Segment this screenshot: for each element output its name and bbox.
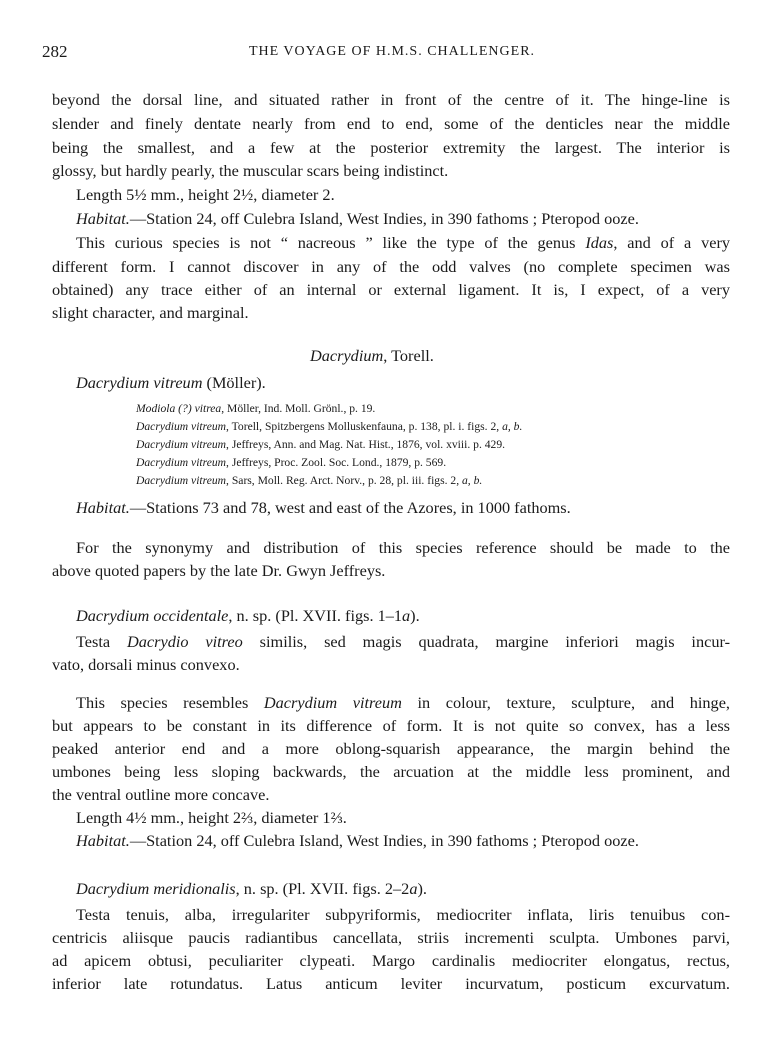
species-plate-ref: , n. sp. (Pl. XVII. figs. 1–1 [228,606,403,625]
synonym-line [136,419,522,435]
habitat-label: Habitat. [76,831,130,850]
genus-heading [310,345,434,367]
species-heading [76,605,420,627]
text-span: Testa [76,632,128,651]
text-line: For the synonymy and distribution of this species reference should be made to the [76,538,730,557]
latin-diagnosis-line [76,631,730,653]
habitat-line [76,208,639,230]
text-line: but appears to be constant in its difference of form. It is not quite so convex, has a less [52,716,730,735]
page-header [42,42,742,68]
genus-heading-name: Dacrydium [310,346,384,365]
text-span: in colour, texture, sculpture, and hinge, [401,693,730,712]
text-span: , and of a very [613,233,731,252]
synonym-fig: a, b. [502,420,523,433]
species-name: Dacrydium meridionalis [76,879,236,898]
synonym-name: Modiola (?) vitrea [136,402,222,415]
habitat-label: Habitat. [76,498,130,517]
species-heading [76,372,266,394]
running-title: THE VOYAGE OF H.M.S. CHALLENGER. [248,44,536,59]
synonym-ref: , Jeffreys, Proc. Zool. Soc. Lond., 1879, p. 569. [226,456,447,469]
habitat-line [76,830,639,852]
text-line: beyond the dorsal line, and situated rather in front of the centre of it. The hinge-line is [52,90,730,109]
synonym-ref: , Torell, Spitzbergens Molluskenfauna, p. 138, pl. i. figs. 2, [226,420,503,433]
text-line: slight character, and marginal. [52,303,249,322]
synonym-line [136,437,505,453]
species-name: Dacrydium occidentale [76,606,229,625]
page-number: 282 [42,42,68,61]
synonym-name: Dacrydium vitreum [136,456,227,469]
genus-heading-author: , Torell. [383,346,434,365]
text-span: This curious species is not “ nacreous ” like the type of the genus [76,233,586,252]
species-plate-ref: , n. sp. (Pl. XVII. figs. 2–2 [235,879,410,898]
text-line: obtained) any trace either of an internal or external ligament. It is, I expect, of a very [52,280,730,299]
habitat-text: —Stations 73 and 78, west and east of the Azores, in 1000 fathoms. [129,498,571,517]
genus-name: Idas [585,233,614,252]
species-author: (Möller). [202,373,266,392]
latin-diagnosis-line: inferior late rotundatus. Latus anticum leviter incurvatum, posticum excurvatum. [52,974,730,993]
synonym-name: Dacrydium vitreum [136,420,227,433]
habitat-line [76,497,571,519]
species-heading [76,878,427,900]
habitat-text: —Station 24, off Culebra Island, West Indies, in 390 fathoms ; Pteropod ooze. [129,831,639,850]
fig-letter: a [402,606,411,625]
habitat-label: Habitat. [76,209,130,228]
text-line: slender and finely dentate nearly from end to end, some of the denticles near the middle [52,114,730,133]
dimensions-line: Length 4½ mm., height 2⅔, diameter 1⅔. [76,808,347,827]
species-ref: Dacrydio vitreo [127,632,243,651]
synonym-name: Dacrydium vitreum [136,438,227,451]
text-line: umbones being less sloping backwards, the arcuation at the middle less prominent, and [52,762,730,781]
text-line: glossy, but hardly pearly, the muscular scars being indistinct. [52,161,449,180]
synonym-line [136,455,446,471]
species-ref: Dacrydium vitreum [263,693,402,712]
latin-diagnosis-line: ad apicem obtusi, peculiariter clypeati. Margo cardinalis mediocriter elongatus, rectus, [52,951,730,970]
text-line: above quoted papers by the late Dr. Gwyn Jeffreys. [52,561,386,580]
species-name: Dacrydium vitreum [76,373,203,392]
text-span: This species resembles [76,693,264,712]
synonym-fig: a, b. [462,474,483,487]
latin-diagnosis-line: Testa tenuis, alba, irregulariter subpyriformis, mediocriter inflata, liris tenuibus con- [76,905,730,924]
text-line [76,692,730,714]
text-span: similis, sed magis quadrata, margine inferiori magis incur- [242,632,730,651]
text-line: the ventral outline more concave. [52,785,270,804]
text-line: different form. I cannot discover in any of the odd valves (no complete specimen was [52,257,730,276]
text-line [76,232,730,254]
fig-letter: a [409,879,418,898]
latin-diagnosis-line: vato, dorsali minus convexo. [52,655,240,674]
text-line: peaked anterior end and a more oblong-squarish appearance, the margin behind the [52,739,730,758]
synonym-ref: , Sars, Moll. Reg. Arct. Norv., p. 28, pl. iii. figs. 2, [226,474,462,487]
synonym-ref: , Möller, Ind. Moll. Grönl., p. 19. [221,402,376,415]
text-span: ). [417,879,427,898]
text-span: ). [410,606,420,625]
synonym-line [136,473,482,489]
text-line: being the smallest, and a few at the posterior extremity the largest. The interior is [52,138,730,157]
synonym-line [136,401,375,417]
synonym-name: Dacrydium vitreum [136,474,227,487]
synonym-ref: , Jeffreys, Ann. and Mag. Nat. Hist., 1876, vol. xviii. p. 429. [226,438,506,451]
habitat-text: —Station 24, off Culebra Island, West Indies, in 390 fathoms ; Pteropod ooze. [129,209,639,228]
latin-diagnosis-line: centricis aliisque paucis radiantibus cancellata, striis incrementi sculpta. Umbones parvi, [52,928,730,947]
dimensions-line: Length 5½ mm., height 2½, diameter 2. [76,185,335,204]
